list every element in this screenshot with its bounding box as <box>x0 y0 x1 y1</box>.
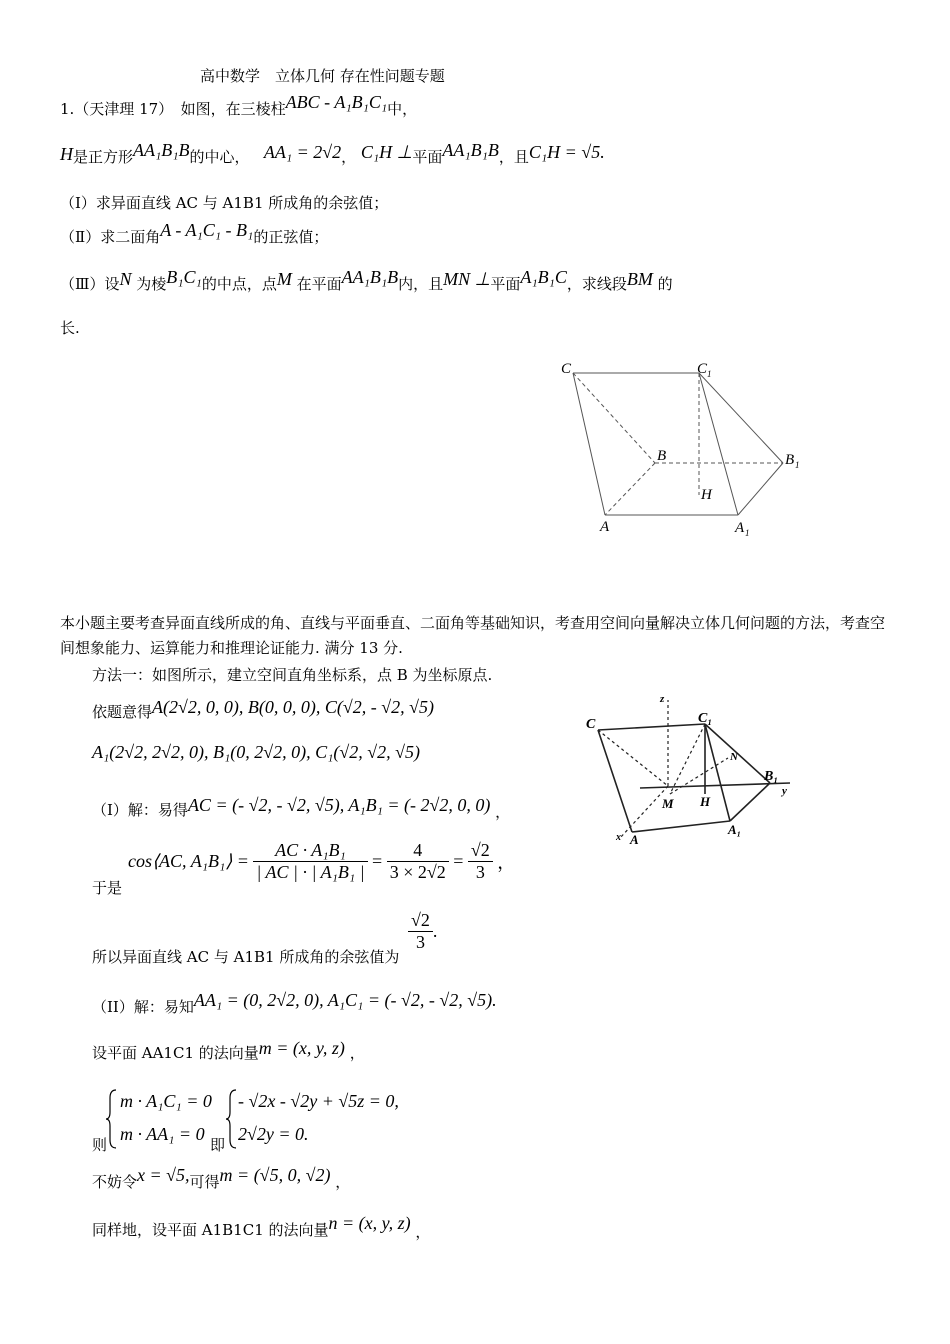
fig2-label-m: M <box>662 796 674 811</box>
line2-text-2: 的中心， <box>189 148 250 166</box>
q3-text-1: （Ⅲ）设 <box>60 275 120 293</box>
cos-fraction-1 <box>253 840 367 883</box>
normal-m-tail: ， <box>349 1044 365 1062</box>
n-tail: ， <box>415 1223 431 1241</box>
edge-b-a <box>605 463 655 515</box>
system-1-eq-a: m · A₁C₁ = 0 <box>120 1091 212 1111</box>
edge-a-a1 <box>632 821 730 832</box>
q3-text-6: 平面 <box>490 275 521 293</box>
normal-n: n = (x, y, z) <box>328 1213 411 1233</box>
problem-intro-prefix: 1.（天津理 17） 如图，在三棱柱 <box>60 100 286 118</box>
normal-m: m = (x, y, z) <box>258 1038 345 1058</box>
q3-text-8: 的 <box>657 275 673 293</box>
point-m: M <box>276 269 292 289</box>
system-2-eq-b: 2√2y = 0. <box>238 1124 309 1144</box>
coords-a1b1c1: A₁(2√2, 2√2, 0), B₁(0, 2√2, 0), C₁(√2, √2, √5) <box>92 742 421 762</box>
answer-1-fraction <box>408 910 433 953</box>
let-line <box>92 1165 351 1191</box>
q3-text-2: 为棱 <box>136 275 167 293</box>
q3-text-7: ，求线段 <box>566 275 627 293</box>
point-h: H <box>60 144 73 164</box>
edge-c-b <box>573 373 655 463</box>
cos-num: AC · A₁B₁ <box>253 840 367 862</box>
label-c1-sub: 1 <box>707 369 712 379</box>
fig2-label-a1: A₁ <box>728 822 742 837</box>
segment-bm: BM <box>626 269 653 289</box>
label-b: B <box>657 448 667 464</box>
cos-eq-2: = <box>453 851 464 871</box>
label-a1-sub: 1 <box>745 528 750 538</box>
cos-eq-1: = <box>372 851 383 871</box>
cos-den: | AC | · | A₁B₁ | <box>256 862 365 882</box>
question-1: （Ⅰ）求异面直线 AC 与 A1B1 所成角的余弦值； <box>60 194 389 212</box>
solution-summary: 本小题主要考查异面直线所成的角、直线与平面垂直、二面角等基础知识，考查用空间向量解决立体几何问题的方法，考查空间想象能力、运算能力和推理论证能力. 满分 13 分. <box>60 614 886 657</box>
edge-c-a <box>573 373 605 515</box>
edge-a1-b1 <box>738 463 783 515</box>
cos-formula <box>128 840 515 883</box>
plane-aa1b1b: AA₁B₁B <box>341 267 399 287</box>
mn-perp: MN ⊥ <box>443 269 491 289</box>
q3-text-5: 内，且 <box>398 275 444 293</box>
part2-line <box>92 990 497 1016</box>
coordinate-figure <box>580 688 800 848</box>
label-a: A <box>600 519 610 535</box>
label-h: H <box>701 487 712 503</box>
prism-name: ABC - A₁B₁C₁ <box>285 92 388 112</box>
label-c: C <box>561 361 572 377</box>
cos-fraction-3 <box>468 840 493 883</box>
edge-c-a <box>598 730 632 832</box>
let-prefix: 不妨令 <box>92 1173 138 1191</box>
fig2-label-x: x <box>616 832 621 843</box>
cos-lhs: cos⟨AC, A₁B₁⟩ = <box>128 851 249 871</box>
system-2-eq-a: - √2x - √2y + √5z = 0, <box>238 1091 399 1111</box>
m-tail: ， <box>335 1173 351 1191</box>
problem-line-2 <box>60 140 605 167</box>
part1-vectors: AC = (- √2, - √2, √5), A₁B₁ = (- 2√2, 0, 0) <box>187 795 491 815</box>
m-value: m = (√5, 0, √2) <box>219 1165 331 1185</box>
cos-res-num: √2 <box>468 840 493 862</box>
label-b1-sub: 1 <box>795 460 800 470</box>
question-2 <box>60 220 329 247</box>
part1-prefix: （I）解：易得 <box>92 801 188 819</box>
answer-1-num: √2 <box>408 910 433 932</box>
answer-1-text: 所以异面直线 AC 与 A1B1 所成角的余弦值为 <box>92 948 400 966</box>
aa1-length: AA₁ = 2√2 <box>263 142 342 162</box>
edge-c-c1 <box>598 724 705 730</box>
edge-b1c1: B₁C₁ <box>166 267 202 287</box>
brace-2 <box>226 1088 238 1150</box>
label-b1: B <box>785 452 795 468</box>
label-c1: C <box>697 361 708 377</box>
problem-intro <box>60 92 418 119</box>
cos-tail: ， <box>497 852 516 873</box>
answer-1-den: 3 <box>415 932 425 952</box>
plane-a1b1c: A₁B₁C <box>520 267 567 287</box>
cos-res-den: 3 <box>475 862 485 882</box>
problem-intro-suffix: 中， <box>387 100 418 118</box>
coords-abc: A(2√2, 0, 0), B(0, 0, 0), C(√2, - √2, √5) <box>152 697 434 717</box>
fig2-label-c1: C₁ <box>698 711 713 726</box>
part2-vectors: AA₁ = (0, 2√2, 0), A₁C₁ = (- √2, - √2, √5). <box>193 990 497 1010</box>
normal-m-line <box>92 1038 365 1062</box>
segment-m-n <box>670 758 728 794</box>
coords-line-2 <box>92 742 420 763</box>
answer-1-tail: . <box>432 921 438 941</box>
c1h-perp: C₁H ⊥ <box>360 142 413 162</box>
part1-comma: ， <box>495 803 511 821</box>
system-1-eq-b: m · AA₁ = 0 <box>120 1124 205 1144</box>
part1-line <box>92 795 511 821</box>
question-3 <box>60 267 673 294</box>
so-label: 于是 <box>92 879 123 897</box>
fig2-label-y: y <box>782 785 787 797</box>
method-1: 方法一：如图所示，建立空间直角坐标系，点 B 为坐标原点. <box>92 666 493 684</box>
q3-text-4: 在平面 <box>296 275 342 293</box>
then-label: 则 <box>92 1136 108 1154</box>
square-name: AA₁B₁B <box>133 140 190 160</box>
edge-a1-b1 <box>730 783 770 821</box>
point-n: N <box>119 269 132 289</box>
line2-text-3: 平面 <box>412 148 443 166</box>
q2-prefix: （Ⅱ）求二面角 <box>60 228 161 246</box>
line2-text-4: ，且 <box>498 148 529 166</box>
fig2-label-c: C <box>586 717 596 732</box>
fig2-label-z: z <box>660 693 665 705</box>
line2-comma: ， <box>341 148 357 166</box>
coords-line-1 <box>92 697 434 721</box>
q3-text-3: 的中点，点 <box>201 275 277 293</box>
likewise-line <box>92 1213 431 1241</box>
cos-mid-den: 3 × 2√2 <box>389 862 446 882</box>
answer-1-value <box>408 910 437 953</box>
prism-figure <box>555 355 805 545</box>
fig2-label-n: N <box>730 751 738 763</box>
part2-prefix: （II）解：易知 <box>92 998 194 1016</box>
question-3-cont: 长. <box>60 319 80 337</box>
normal-m-prefix: 设平面 AA1C1 的法向量 <box>92 1044 259 1062</box>
fig2-label-a: A <box>630 832 639 847</box>
fig2-label-h: H <box>700 794 711 809</box>
page-title: 高中数学 立体几何 存在性问题专题 <box>200 67 445 85</box>
dihedral-angle: A - A₁C₁ - B₁ <box>160 220 254 240</box>
likewise-prefix: 同样地，设平面 A1B1C1 的法向量 <box>92 1221 329 1239</box>
let-x: x = √5, <box>137 1165 190 1185</box>
ie-label: 即 <box>210 1136 226 1154</box>
c1h-length: C₁H = √5. <box>528 142 605 162</box>
cos-fraction-2 <box>387 840 449 883</box>
q2-suffix: 的正弦值； <box>253 228 329 246</box>
plane-name: AA₁B₁B <box>442 140 499 160</box>
cos-mid-num: 4 <box>387 840 449 862</box>
label-a1: A <box>735 520 745 536</box>
edge-c-b <box>598 730 668 786</box>
fig2-label-b1: B₁ <box>764 769 779 784</box>
line2-text-1: 是正方形 <box>73 148 134 166</box>
coords-prefix: 依题意得 <box>92 703 153 721</box>
obtain-label: 可得 <box>189 1173 220 1191</box>
brace-1 <box>106 1088 118 1150</box>
